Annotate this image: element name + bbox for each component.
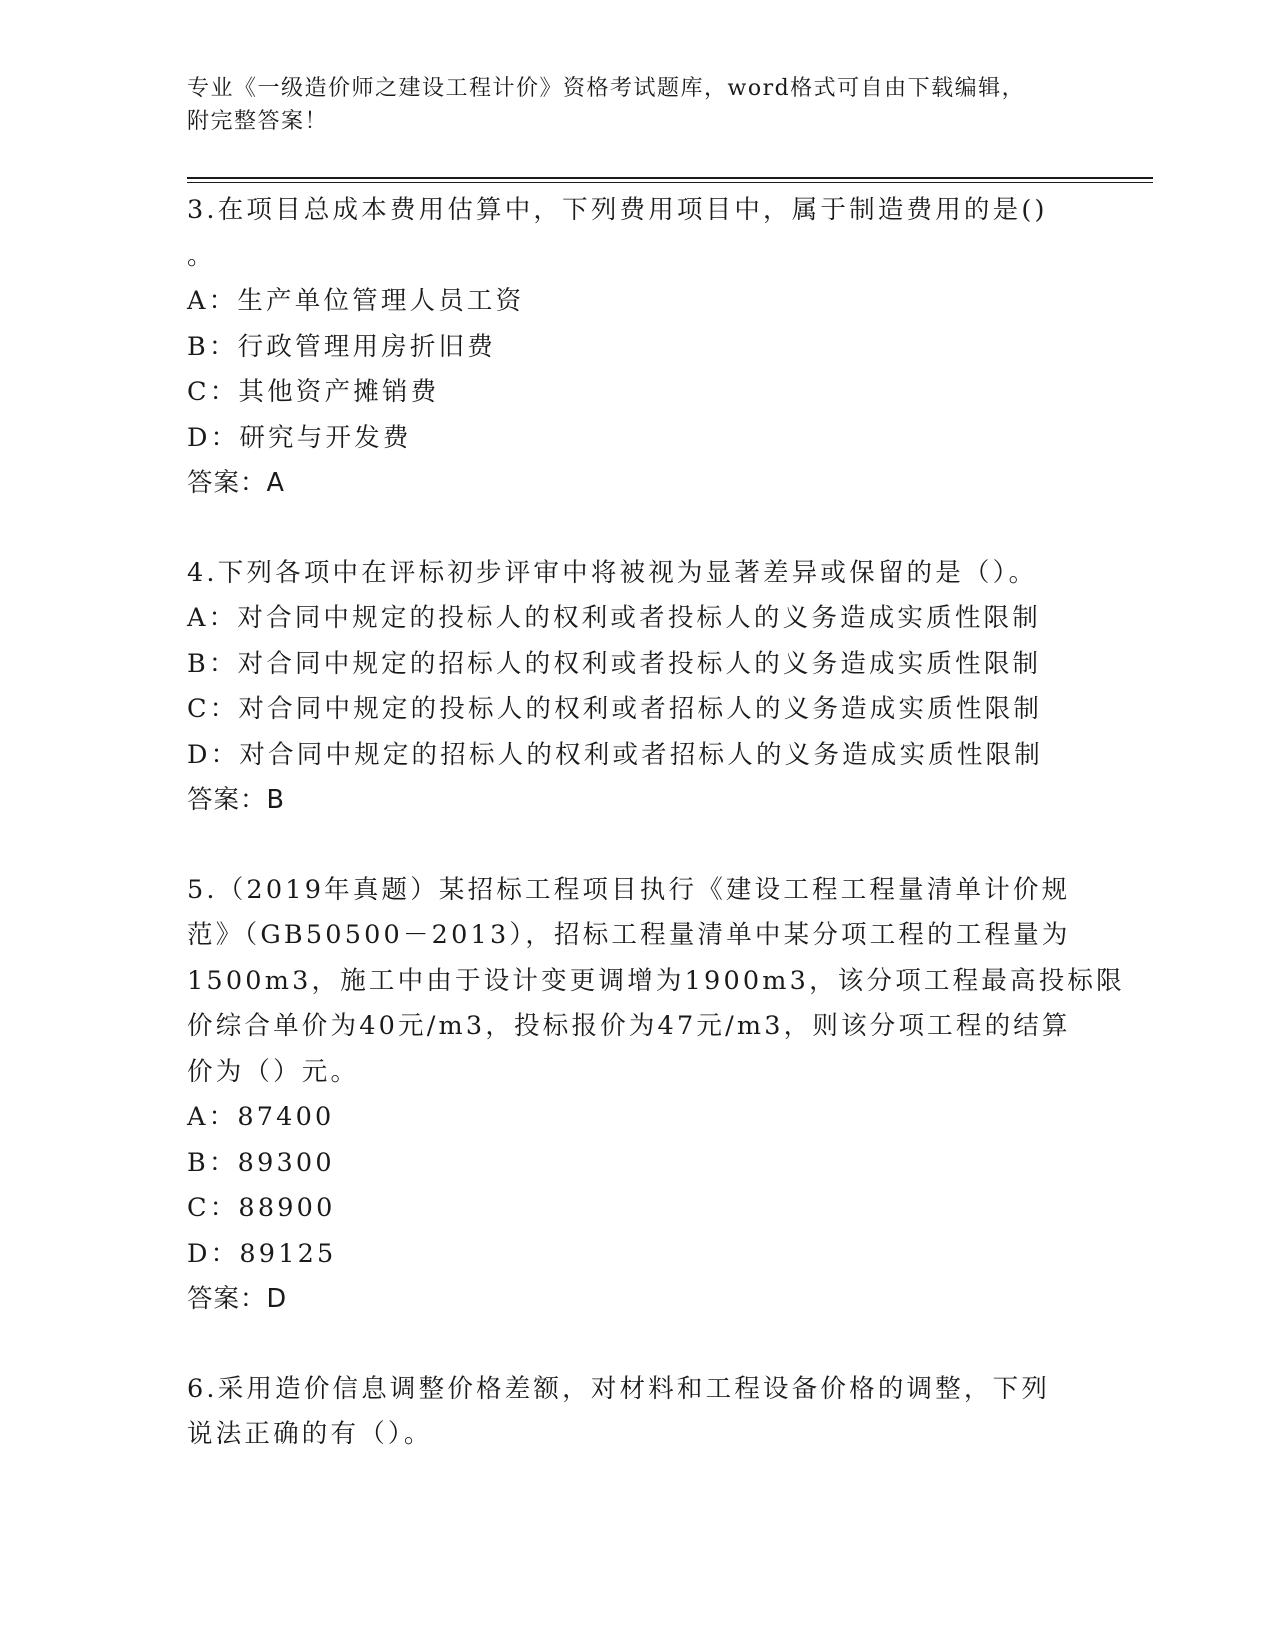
spacer	[187, 507, 1067, 551]
answer-line: 答案：A	[187, 468, 285, 498]
document-header	[187, 72, 1067, 138]
header-line-2: 附完整答案！	[187, 109, 329, 134]
option-b: B：89300	[187, 1147, 335, 1178]
answer-line: 答案：D	[187, 1284, 288, 1314]
option-c: C：其他资产摊销费	[187, 377, 440, 407]
question-text: 说法正确的有（）。	[187, 1419, 433, 1449]
option-c: C：对合同中规定的投标人的权利或者招标人的义务造成实质性限制	[187, 694, 1043, 724]
option-d: D：研究与开发费	[187, 422, 412, 453]
option-c: C：88900	[187, 1193, 336, 1223]
header-line-1: 专业《一级造价师之建设工程计价》资格考试题库，word格式可自由下载编辑，	[187, 76, 1026, 101]
spacer	[187, 824, 1067, 868]
question-block	[187, 188, 1067, 507]
question-text: 。	[187, 240, 216, 271]
question-block	[187, 1367, 1067, 1458]
answer-line: 答案：B	[187, 785, 285, 815]
question-list	[187, 188, 1125, 1458]
option-b: B：对合同中规定的招标人的权利或者投标人的义务造成实质性限制	[187, 648, 1042, 679]
option-d: D：89125	[187, 1238, 337, 1269]
header-divider-thin	[187, 182, 1153, 183]
option-d: D：对合同中规定的招标人的权利或者招标人的义务造成实质性限制	[187, 739, 1043, 770]
header-divider-thick	[187, 177, 1153, 179]
option-b: B：行政管理用房折旧费	[187, 331, 496, 362]
question-text: 4.下列各项中在评标初步评审中将被视为显著差异或保留的是（）。	[187, 557, 1038, 588]
question-text: 价综合单价为40元/m3，投标报价为47元/m3，则该分项工程的结算	[187, 1011, 1071, 1041]
question-block	[187, 551, 1067, 824]
question-text: 1500m3，施工中由于设计变更调增为1900m3，该分项工程最高投标限	[187, 965, 1125, 996]
option-a: A：生产单位管理人员工资	[187, 286, 525, 316]
question-text: 5.（2019年真题）某招标工程项目执行《建设工程工程量清单计价规	[187, 874, 1071, 905]
question-text: 6.采用造价信息调整价格差额，对材料和工程设备价格的调整，下列	[187, 1373, 1051, 1404]
question-text: 价为（）元。	[187, 1056, 360, 1087]
question-text: 范》（GB50500－2013），招标工程量清单中某分项工程的工程量为	[187, 920, 1071, 950]
question-block	[187, 868, 1125, 1323]
spacer	[187, 1323, 1067, 1367]
question-text: 3.在项目总成本费用估算中，下列费用项目中，属于制造费用的是()	[187, 195, 1048, 225]
option-a: A：对合同中规定的投标人的权利或者投标人的义务造成实质性限制	[187, 603, 1041, 633]
option-a: A：87400	[187, 1102, 335, 1132]
